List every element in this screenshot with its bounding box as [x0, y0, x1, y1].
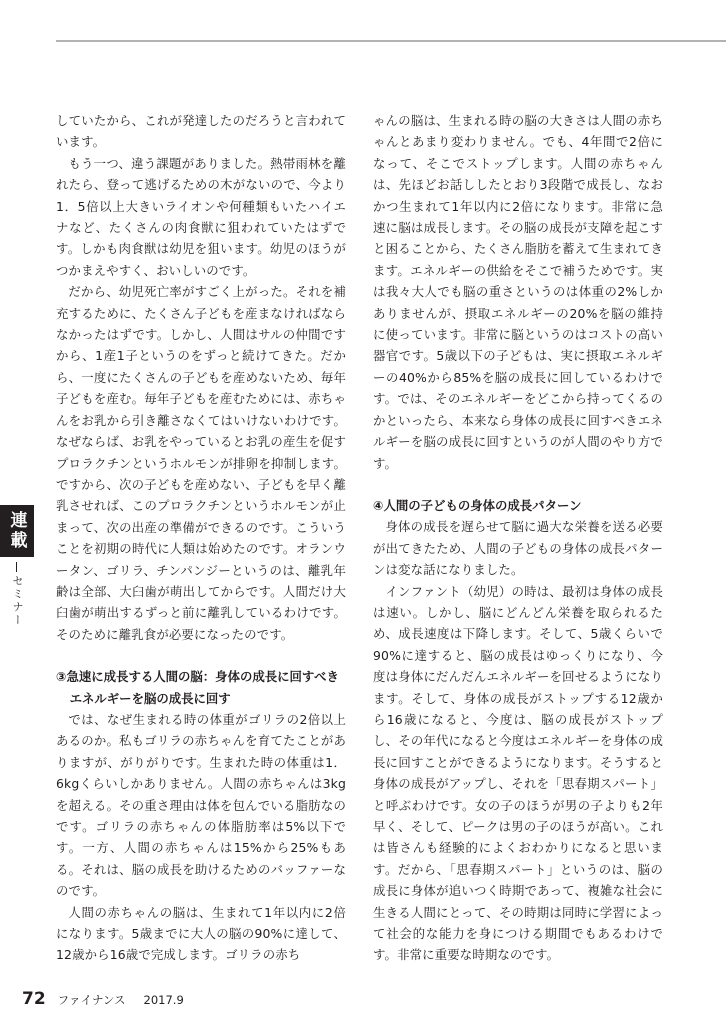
magazine-name: ファイナンス — [57, 993, 126, 1007]
series-divider — [16, 562, 17, 572]
series-subtitle: セミナー — [11, 575, 24, 627]
section-gap — [56, 645, 346, 666]
section-heading-3: ③急速に成長する人間の脳：身体の成長に回すべきエネルギーを脳の成長に回す — [56, 669, 339, 706]
left-column — [56, 110, 346, 966]
paragraph: インファント（幼児）の時は、最初は身体の成長は速い。しかし、脳にどんどん栄養を取られるため、成長速度は下降します。そして、5歳くらいで90%に達すると、脳の成長はゆっくりになり、今度は身体にだんだんエネルギーを回せるようになります。そして、身体の成長がストップする12歳から16歳になると、今度は、脳の成長がストップし、その年代になると今度はエネルギーを身体の成長に回すことができるようになります。そうすると身体の成長がアップし、それを「思春期スパート」と呼ぶわけです。女の子のほうが男の子よりも2年早く、そして、ピークは男の子のほうが高い。これは皆さんも経験的によくおわかりになると思います。だから、「思春期スパート」というのは、脳の成長に身体が追いつく時期であって、複雑な社会に生きる人間にとって、その時期は同時に学習によって社会的な能力を身につける期間でもあるわけです。非常に重要な時期なのです。 — [373, 583, 663, 963]
issue-date: 2017.9 — [143, 993, 184, 1007]
paragraph: だから、幼児死亡率がすごく上がった。それを補充するために、たくさん子どもを産まなければならなかったはずです。しかし、人間はサルの仲間ですから、1産1子というのをずっと続けてきた。だから、一度にたくさんの子どもを産めないため、毎年子どもを産む。毎年子どもを産むためには、赤ちゃんをお乳から引き離さなくてはいけないわけです。なぜならば、お乳をやっているとお乳の産生を促すプロラクチンというホルモンが排卵を抑制します。ですから、次の子どもを産めない、子どもを早く離乳させれば、このプロラクチンというホルモンが止まって、次の出産の準備ができるのです。こういうことを初期の時代に人類は始めたのです。オランウータン、ゴリラ、チンパンジーというのは、離乳年齢は全部、大臼歯が萌出してからです。人間だけ大臼歯が萌出するずっと前に離乳しているわけです。そのために離乳食が必要になったのです。 — [56, 284, 346, 642]
series-tab: 連載 — [0, 505, 34, 557]
paragraph: ゃんの脳は、生まれる時の脳の大きさは人間の赤ちゃんとあまり変わりません。でも、4年間で2倍になって、そこでストップします。人間の赤ちゃんは、先ほどお話ししたとおり3段階で成長し、なおかつ生まれて1年以内に2倍になります。非常に急速に脳は成長します。その脳の成長が支障を起こすと困ることから、たくさん脂肪を蓄えて生まれてきます。エネルギーの供給をそこで補うためです。実は我々大人でも脳の重さというのは体重の2%しかありませんが、摂取エネルギーの20%を脳の維持に使っています。非常に脳というのはコストの高い器官です。5歳以下の子どもは、実に摂取エネルギーの40%から85%を脳の成長に回しているわけです。では、そのエネルギーをどこから持ってくるのかといったら、本来なら身体の成長に回すべきエネルギーを脳の成長に回すというのが人間のやり方です。 — [373, 113, 663, 471]
paragraph: していたから、これが発達したのだろうと言われています。 — [56, 113, 346, 150]
page-number: 72 — [22, 989, 46, 1009]
section-heading-4: ④人間の子どもの身体の成長パターン — [373, 497, 582, 513]
paragraph: 人間の赤ちゃんの脳は、生まれて1年以内に2倍になります。5歳までに大人の脳の90%に達して、12歳から16歳で完成します。ゴリラの赤ち — [56, 904, 346, 963]
page-footer — [22, 989, 184, 1013]
paragraph: 身体の成長を遅らせて脳に過大な栄養を送る必要が出てきたため、人間の子どもの身体の成長パターンは変な話になりました。 — [373, 519, 663, 578]
top-rule — [56, 40, 726, 42]
right-column — [373, 110, 663, 966]
paragraph: もう一つ、違う課題がありました。熱帯雨林を離れたら、登って逃げるための木がないので、今より1．5倍以上大きいライオンや何種類もいたハイエナなど、たくさんの肉食獣に狙われていたはずです。しかも肉食獣は幼児を狙います。幼児のほうがつかまえやすく、おいしいのです。 — [56, 155, 346, 278]
section-gap — [373, 474, 663, 495]
paragraph: では、なぜ生まれる時の体重がゴリラの2倍以上あるのか。私もゴリラの赤ちゃんを育てたことがありますが、がりがりです。生まれた時の体重は1．6kgくらいしかありません。人間の赤ちゃんは3kgを超える。その重さ理由は体を包んでいる脂肪なのです。ゴリラの赤ちゃんの体脂肪率は5%以下です。一方、人間の赤ちゃんは15%から25%もある。それは、脳の成長を助けるためのバッファーなのです。 — [56, 711, 346, 899]
